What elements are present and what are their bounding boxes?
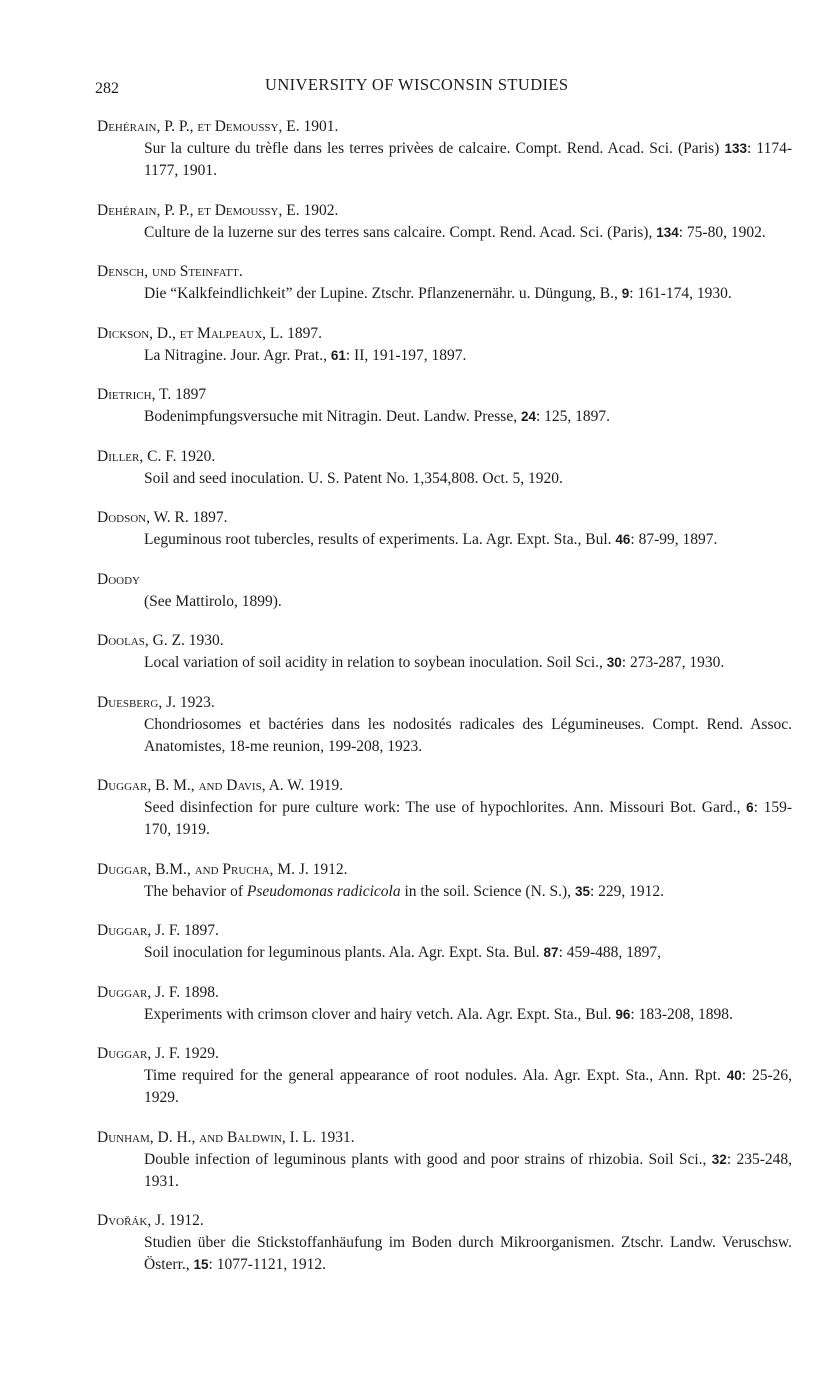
reference-author-line	[97, 446, 792, 468]
reference-citation	[144, 138, 792, 182]
text-run: : 229, 1912.	[589, 882, 665, 900]
text-run: , A. W. 1919.	[261, 777, 344, 794]
small-caps-name: Demoussy	[214, 118, 279, 135]
reference-list	[97, 116, 792, 1294]
small-caps-name: Duggar	[97, 1045, 148, 1062]
reference-author-line	[97, 692, 792, 714]
volume-number: 40	[726, 1068, 742, 1083]
reference-citation	[144, 942, 792, 964]
reference-entry	[97, 982, 792, 1026]
small-caps-name: Dickson	[97, 324, 150, 342]
small-caps-name: Dodson	[97, 509, 147, 526]
text-run: : 87-99, 1897.	[630, 531, 718, 548]
italic-text: Pseudomonas radicicola	[246, 882, 401, 900]
reference-entry	[97, 859, 792, 903]
text-run: Bodenimpfungsversuche mit Nitragin. Deut. Landw. Presse,	[144, 408, 521, 425]
reference-entry	[97, 384, 792, 428]
reference-author-line	[97, 859, 792, 881]
small-caps-name: Doolas	[97, 632, 145, 649]
small-caps-name: and Davis	[198, 777, 262, 794]
reference-author-line	[97, 261, 792, 283]
text-run: Sur la culture du trèfle dans les terres privèes de calcaire. Compt. Rend. Acad. Sci. (Paris)	[144, 140, 725, 157]
reference-author-line	[97, 1043, 792, 1065]
reference-entry	[97, 507, 792, 551]
reference-author-line	[97, 1210, 792, 1232]
reference-entry	[97, 630, 792, 674]
text-run: Leguminous root tubercles, results of experiments. La. Agr. Expt. Sta., Bul.	[144, 531, 616, 548]
volume-number: 61	[330, 347, 346, 363]
text-run: , B.M.,	[147, 860, 195, 878]
small-caps-name: Dehérain	[97, 201, 157, 219]
text-run: Seed disinfection for pure culture work: The use of hypochlorites. Ann. Missouri Bot. Gard.,	[144, 799, 747, 816]
text-run: , P. P.,	[156, 118, 198, 135]
reference-citation	[144, 222, 792, 244]
text-run: , J. F. 1898.	[147, 983, 219, 1001]
small-caps-name: Duggar	[97, 777, 148, 794]
reference-author-line	[97, 200, 792, 222]
small-caps-name: et	[197, 201, 211, 219]
text-run: , E. 1902.	[278, 201, 339, 219]
text-run: , T. 1897	[151, 386, 207, 403]
reference-entry	[97, 569, 792, 613]
reference-citation	[144, 345, 792, 367]
reference-entry	[97, 200, 792, 244]
small-caps-name: and Baldwin	[199, 1128, 282, 1146]
reference-entry	[97, 1043, 792, 1109]
reference-entry	[97, 1127, 792, 1193]
reference-author-line	[97, 1127, 792, 1149]
volume-number: 15	[193, 1257, 209, 1272]
small-caps-name: Demoussy	[214, 201, 279, 219]
reference-entry	[97, 323, 792, 367]
reference-citation	[144, 283, 792, 305]
reference-citation	[144, 1232, 792, 1276]
text-run: : 273-287, 1930.	[621, 654, 725, 671]
text-run: : 75-80, 1902.	[678, 223, 766, 241]
text-run: , J. 1923.	[158, 693, 215, 711]
reference-citation	[144, 1065, 792, 1109]
reference-citation	[144, 529, 792, 551]
running-head: UNIVERSITY OF WISCONSIN STUDIES	[265, 75, 569, 94]
small-caps-name: Duggar	[97, 860, 148, 878]
text-run: , L. 1897.	[262, 324, 323, 342]
reference-author-line	[97, 775, 792, 797]
text-run: Local variation of soil acidity in relation to soybean inoculation. Soil Sci.,	[144, 654, 607, 671]
text-run: , G. Z. 1930.	[144, 632, 224, 649]
text-run: Double infection of leguminous plants with good and poor strains of rhizobia. Soil Sci.,	[144, 1150, 712, 1168]
reference-entry	[97, 116, 792, 182]
small-caps-name: Dvořák	[97, 1212, 148, 1229]
reference-author-line	[97, 982, 792, 1004]
small-caps-name: Dunham	[97, 1128, 150, 1146]
text-run: in the soil. Science (N. S.),	[400, 882, 575, 900]
text-run: : 25-26, 1929.	[144, 1067, 792, 1106]
text-run: : II, 191-197, 1897.	[345, 346, 467, 364]
reference-entry	[97, 446, 792, 490]
text-run: , D. H.,	[149, 1128, 200, 1146]
reference-citation	[144, 468, 792, 490]
volume-number: 35	[574, 883, 590, 899]
small-caps-name: et Malpeaux	[179, 324, 263, 342]
reference-citation	[144, 652, 792, 674]
reference-author-line	[97, 384, 792, 406]
volume-number: 133	[724, 141, 747, 156]
small-caps-name: Duesberg	[97, 693, 159, 711]
volume-number: 9	[621, 286, 630, 301]
small-caps-name: et	[197, 118, 211, 135]
text-run: Culture de la luzerne sur des terres sans calcaire. Compt. Rend. Acad. Sci. (Paris),	[144, 223, 657, 241]
reference-citation	[144, 797, 792, 841]
text-run: Die “Kalkfeindlichkeit” der Lupine. Ztschr. Pflanzenernähr. u. Düngung, B.,	[144, 285, 622, 302]
text-run: , I. L. 1931.	[281, 1128, 355, 1146]
text-run: : 183-208, 1898.	[630, 1005, 733, 1023]
volume-number: 32	[711, 1151, 727, 1167]
volume-number: 134	[656, 224, 679, 240]
text-run: , J. 1912.	[147, 1212, 204, 1229]
text-run: The behavior of	[144, 882, 247, 900]
reference-author-line	[97, 569, 792, 591]
volume-number: 30	[606, 655, 622, 670]
small-caps-name: Dietrich	[97, 386, 152, 403]
text-run: : 1174-1177, 1901.	[144, 140, 792, 179]
reference-citation	[144, 1149, 792, 1193]
reference-citation	[144, 881, 792, 903]
text-run: , W. R. 1897.	[146, 509, 228, 526]
text-run: , C. F. 1920.	[139, 447, 216, 465]
volume-number: 87	[543, 945, 559, 960]
text-run: : 161-174, 1930.	[629, 285, 732, 302]
text-run: Time required for the general appearance of root nodules. Ala. Agr. Expt. Sta., Ann. Rpt.	[144, 1067, 727, 1084]
reference-entry	[97, 775, 792, 841]
volume-number: 6	[746, 800, 754, 815]
reference-author-line	[97, 920, 792, 942]
small-caps-name: Doody	[97, 570, 140, 588]
text-run: , B. M.,	[147, 777, 199, 794]
text-run: Experiments with crimson clover and hairy vetch. Ala. Agr. Expt. Sta., Bul.	[144, 1005, 616, 1023]
reference-citation	[144, 714, 792, 758]
text-run: , E. 1901.	[278, 118, 339, 135]
volume-number: 96	[615, 1006, 631, 1022]
reference-entry	[97, 1210, 792, 1276]
text-run: , M. J. 1912.	[269, 860, 348, 878]
text-run: Soil inoculation for leguminous plants. Ala. Agr. Expt. Sta. Bul.	[144, 944, 544, 961]
small-caps-name: and Prucha	[194, 860, 270, 878]
small-caps-name: Duggar	[97, 922, 148, 939]
small-caps-name: Duggar	[97, 983, 148, 1001]
small-caps-name: Diller	[97, 447, 140, 465]
small-caps-name: Densch, und Steinfatt.	[97, 263, 243, 280]
reference-citation	[144, 591, 792, 613]
volume-number: 24	[520, 409, 536, 424]
text-run: Soil and seed inoculation. U. S. Patent No. 1,354,808. Oct. 5, 1920.	[144, 469, 563, 487]
text-run: : 235-248, 1931.	[144, 1150, 793, 1190]
text-run: , J. F. 1929.	[147, 1045, 219, 1062]
page-number: 282	[95, 80, 119, 97]
text-run: , P. P.,	[156, 201, 198, 219]
text-run: Chondriosomes et bactéries dans les nodosités radicales des Légumineuses. Compt. Rend. Assoc. Anatomistes, 18-me reunion, 199-208, 1923.	[144, 715, 792, 755]
small-caps-name: Dehérain	[97, 118, 157, 135]
text-run: , D.,	[149, 324, 180, 342]
text-run: : 159-170, 1919.	[144, 799, 792, 838]
text-run: La Nitragine. Jour. Agr. Prat.,	[144, 346, 331, 364]
text-run: , J. F. 1897.	[147, 922, 219, 939]
reference-author-line	[97, 323, 792, 345]
volume-number: 46	[615, 532, 631, 547]
text-run: : 1077-1121, 1912.	[208, 1256, 326, 1273]
text-run: : 125, 1897.	[535, 408, 611, 425]
text-run: : 459-488, 1897,	[558, 944, 662, 961]
reference-citation	[144, 406, 792, 428]
reference-author-line	[97, 630, 792, 652]
text-run: (See Mattirolo, 1899).	[144, 592, 282, 610]
reference-citation	[144, 1004, 792, 1026]
reference-author-line	[97, 507, 792, 529]
reference-entry	[97, 920, 792, 964]
reference-author-line	[97, 116, 792, 138]
text-run: Studien über die Stickstoffanhäufung im Boden durch Mikroorganismen. Ztschr. Landw. Veruschsw. Österr.,	[144, 1234, 792, 1273]
reference-entry	[97, 261, 792, 305]
reference-entry	[97, 692, 792, 758]
